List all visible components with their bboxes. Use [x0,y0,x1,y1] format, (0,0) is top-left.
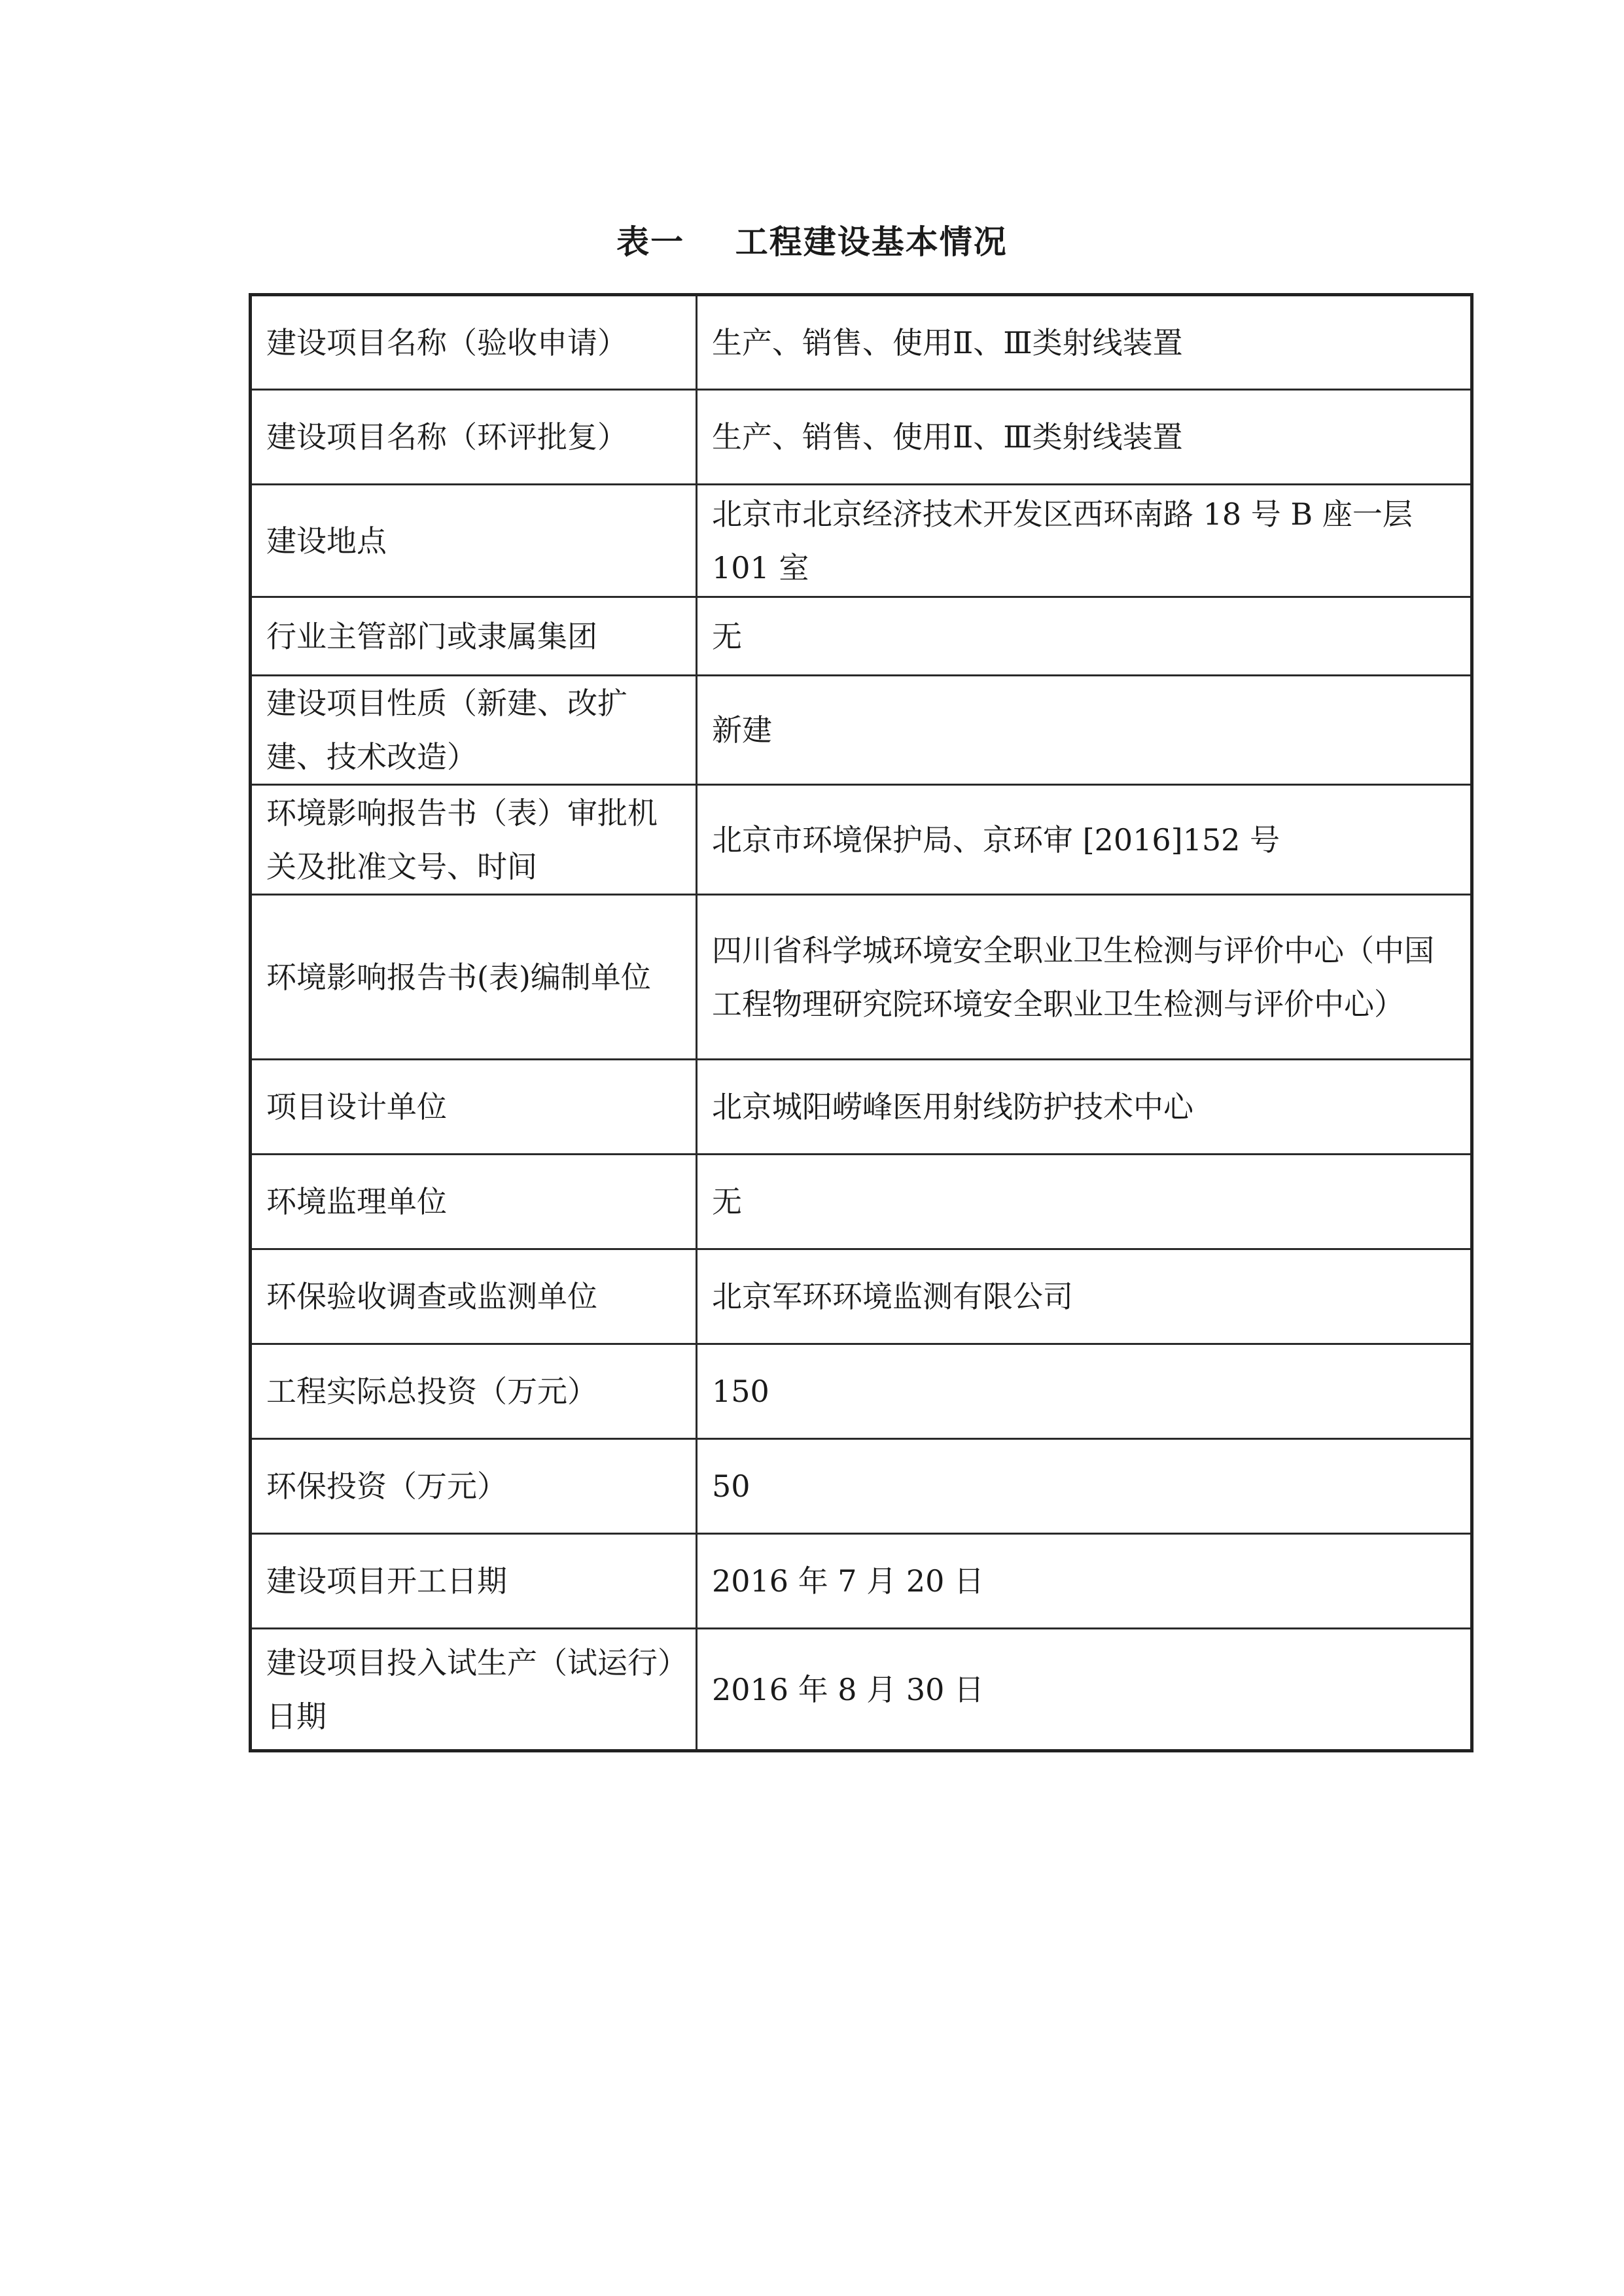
row-label: 建设地点 [251,485,697,597]
row-value: 2016 年 8 月 30 日 [697,1629,1472,1751]
row-value: 北京市北京经济技术开发区西环南路 18 号 B 座一层 101 室 [697,485,1472,597]
row-label: 环保投资（万元） [251,1439,697,1534]
row-label: 建设项目名称（验收申请） [251,295,697,390]
row-value: 新建 [697,676,1472,785]
row-label: 环境影响报告书（表）审批机关及批准文号、时间 [251,785,697,895]
row-value: 北京军环环境监测有限公司 [697,1249,1472,1344]
table-row [251,1439,1472,1534]
row-value: 无 [697,597,1472,676]
row-value: 北京城阳崂峰医用射线防护技术中心 [697,1060,1472,1155]
table-row [251,1249,1472,1344]
row-label: 环境影响报告书(表)编制单位 [251,895,697,1060]
row-label: 建设项目性质（新建、改扩建、技术改造） [251,676,697,785]
row-value: 生产、销售、使用Ⅱ、Ⅲ类射线装置 [697,390,1472,485]
row-value: 50 [697,1439,1472,1534]
table-row [251,485,1472,597]
table-row [251,1629,1472,1751]
table-row [251,597,1472,676]
row-value: 2016 年 7 月 20 日 [697,1534,1472,1629]
row-label: 环保验收调查或监测单位 [251,1249,697,1344]
table-row [251,785,1472,895]
table-row [251,390,1472,485]
row-value: 生产、销售、使用Ⅱ、Ⅲ类射线装置 [697,295,1472,390]
row-value: 150 [697,1344,1472,1439]
row-label: 行业主管部门或隶属集团 [251,597,697,676]
row-label: 项目设计单位 [251,1060,697,1155]
row-value: 四川省科学城环境安全职业卫生检测与评价中心（中国工程物理研究院环境安全职业卫生检测与评价中心） [697,895,1472,1060]
table-row [251,295,1472,390]
row-value: 北京市环境保护局、京环审 [2016]152 号 [697,785,1472,895]
table-row [251,676,1472,785]
row-label: 建设项目名称（环评批复） [251,390,697,485]
table-row [251,1534,1472,1629]
table-row [251,1155,1472,1249]
row-label: 工程实际总投资（万元） [251,1344,697,1439]
table-row [251,895,1472,1060]
table-row [251,1344,1472,1439]
page-title: 表一 工程建设基本情况 [616,222,1008,261]
table-row [251,1060,1472,1155]
project-info-table [249,293,1474,1752]
row-label: 环境监理单位 [251,1155,697,1249]
row-label: 建设项目开工日期 [251,1534,697,1629]
row-label: 建设项目投入试生产（试运行）日期 [251,1629,697,1751]
row-value: 无 [697,1155,1472,1249]
